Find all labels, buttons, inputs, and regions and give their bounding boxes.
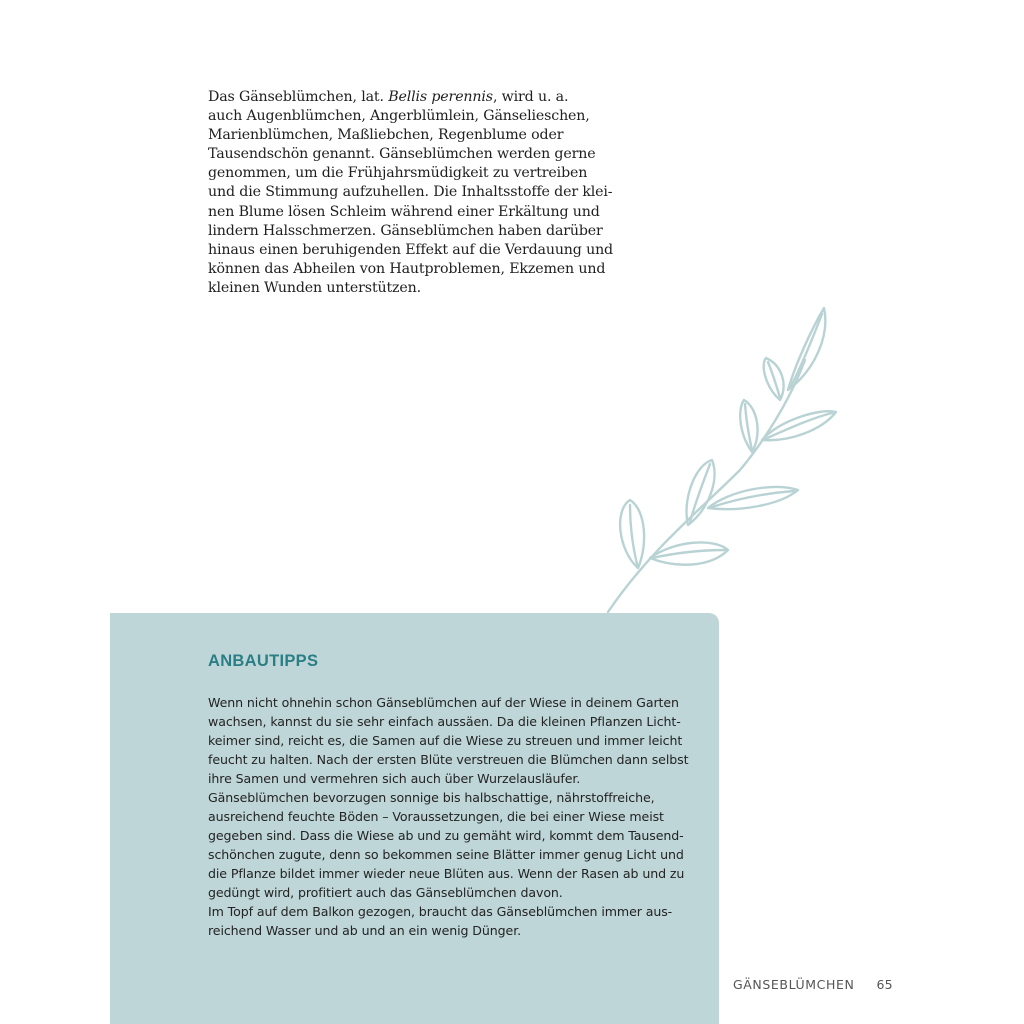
intro-line: und die Stimmung aufzuhellen. Die Inhaltsstoffe der klei- bbox=[208, 184, 613, 201]
page-number: 65 bbox=[876, 977, 893, 992]
tips-line: Im Topf auf dem Balkon gezogen, braucht das Gänseblümchen immer aus- bbox=[208, 904, 673, 919]
tips-line: wachsen, kannst du sie sehr einfach aussäen. Da die kleinen Pflanzen Licht- bbox=[208, 714, 681, 729]
intro-line: können das Abheilen von Hautproblemen, Ekzemen und bbox=[208, 260, 606, 277]
intro-line: Das Gänseblümchen, lat. Bellis perennis, wird u. a. bbox=[208, 89, 569, 105]
tips-line: Wenn nicht ohnehin schon Gänseblümchen auf der Wiese in deinem Garten bbox=[208, 695, 679, 710]
tips-line: gegeben sind. Dass die Wiese ab und zu gemäht wird, kommt dem Tausend- bbox=[208, 828, 684, 843]
page-footer bbox=[733, 977, 893, 992]
intro-line: Tausendschön genannt. Gänseblümchen werden gerne bbox=[208, 146, 596, 163]
intro-line: auch Augenblümchen, Angerblümlein, Gänselieschen, bbox=[208, 108, 590, 125]
tips-line: reichend Wasser und ab und an ein wenig Dünger. bbox=[208, 923, 522, 938]
intro-paragraph bbox=[208, 88, 613, 298]
tips-heading: ANBAUTIPPS bbox=[208, 652, 319, 670]
chapter-title: GÄNSEBLÜMCHEN bbox=[733, 977, 855, 992]
intro-line: lindern Halsschmerzen. Gänseblümchen haben darüber bbox=[208, 222, 603, 239]
intro-line: nen Blume lösen Schleim während einer Erkältung und bbox=[208, 203, 600, 220]
tips-line: ausreichend feuchte Böden – Voraussetzungen, die bei einer Wiese meist bbox=[208, 809, 664, 824]
tips-line: gedüngt wird, profitiert auch das Gänseblümchen davon. bbox=[208, 885, 563, 900]
tips-line: schönchen zugute, denn so bekommen seine Blätter immer genug Licht und bbox=[208, 847, 684, 862]
tips-line: keimer sind, reicht es, die Samen auf die Wiese zu streuen und immer leicht bbox=[208, 733, 683, 748]
intro-line: Marienblümchen, Maßliebchen, Regenblume oder bbox=[208, 127, 564, 144]
intro-line: kleinen Wunden unterstützen. bbox=[208, 279, 421, 296]
tips-line: ihre Samen und vermehren sich auch über Wurzelausläufer. bbox=[208, 771, 581, 786]
tips-line: die Pflanze bildet immer wieder neue Blüten aus. Wenn der Rasen ab und zu bbox=[208, 866, 685, 881]
leaf-sprig-icon bbox=[590, 300, 850, 620]
intro-line: hinaus einen beruhigenden Effekt auf die Verdauung und bbox=[208, 241, 613, 258]
tips-line: Gänseblümchen bevorzugen sonnige bis halbschattige, nährstoffreiche, bbox=[208, 790, 655, 805]
intro-line: genommen, um die Frühjahrsmüdigkeit zu vertreiben bbox=[208, 165, 588, 182]
tips-paragraph bbox=[208, 693, 708, 940]
tips-line: feucht zu halten. Nach der ersten Blüte verstreuen die Blümchen dann selbst bbox=[208, 752, 689, 767]
